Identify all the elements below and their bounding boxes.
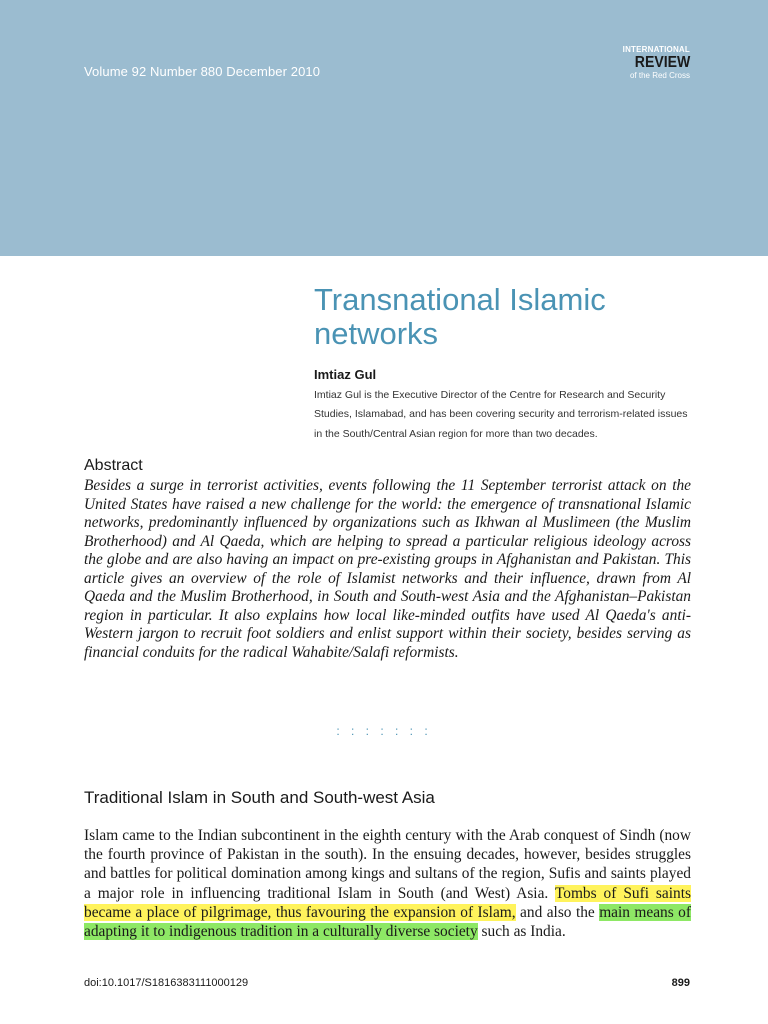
header-band — [0, 0, 768, 256]
article-title: Transnational Islamic networks — [314, 282, 606, 351]
section-heading: Traditional Islam in South and South-west Asia — [84, 788, 435, 807]
section-separator: : : : : : : : — [336, 724, 432, 738]
page-number: 899 — [671, 977, 690, 989]
green-highlight[interactable]: main means of adapting it to indigenous tradition in a culturally diverse society — [84, 903, 691, 941]
abstract-heading: Abstract — [84, 457, 143, 474]
body-paragraph — [84, 826, 691, 941]
paragraph-text-start: Islam came to the Indian subcontinent in the eighth century with the Arab conquest of Sindh (now the fourth province of Pakistan in the south). In the ensuing decades, however, besides struggles and battles for political domination among kings and sultans of the region, Sufis and saints played a major role in influencing traditional Islam in South (and West) Asia. — [84, 827, 691, 902]
doi-link[interactable]: doi:10.1017/S1816383111000129 — [84, 977, 249, 989]
logo-top-text: INTERNATIONAL — [622, 45, 690, 54]
logo-main-text: REVIEW — [634, 54, 690, 71]
author-bio: Imtiaz Gul is the Executive Director of the Centre for Research and Security Studies, Islamabad, and has been covering security and terrorism-related issues in the South/Central Asian region for more than two decades. — [314, 389, 688, 440]
paragraph-text-end: such as India. — [477, 923, 566, 941]
abstract-text: Besides a surge in terrorist activities, events following the 11 September terrorist attack on the United States have raised a new challenge for the world: the emergence of transnational Islamic networks, predominantly influenced by organizations such as Ikhwan al Muslimeen (the Muslim Brotherhood) and Al Qaeda, which are helping to spread a particular religious ideology across the globe and are also having an impact on pre-existing groups in Afghanistan and Pakistan. This article gives an overview of the role of Islamist networks and their influence, drawn from Al Qaeda and the Muslim Brotherhood, in South and South-west Asia and the Afghanistan–Pakistan region in particular. It also explains how local like-minded outfits have used Al Qaeda's anti-Western jargon to recruit foot soldiers and enlist support within their society, besides serving as financial conduits for the radical Wahabite/Salafi reformists. — [84, 477, 691, 661]
logo-bottom-text: of the Red Cross — [629, 71, 690, 80]
journal-volume-line: Volume 92 Number 880 December 2010 — [84, 64, 321, 79]
yellow-highlight[interactable]: Tombs of Sufi saints became a place of pilgrimage, thus favouring the expansion of Islam, — [84, 884, 691, 921]
journal-logo — [623, 46, 690, 80]
author-name: Imtiaz Gul — [314, 367, 377, 382]
paragraph-text-middle: and also the — [515, 903, 600, 921]
